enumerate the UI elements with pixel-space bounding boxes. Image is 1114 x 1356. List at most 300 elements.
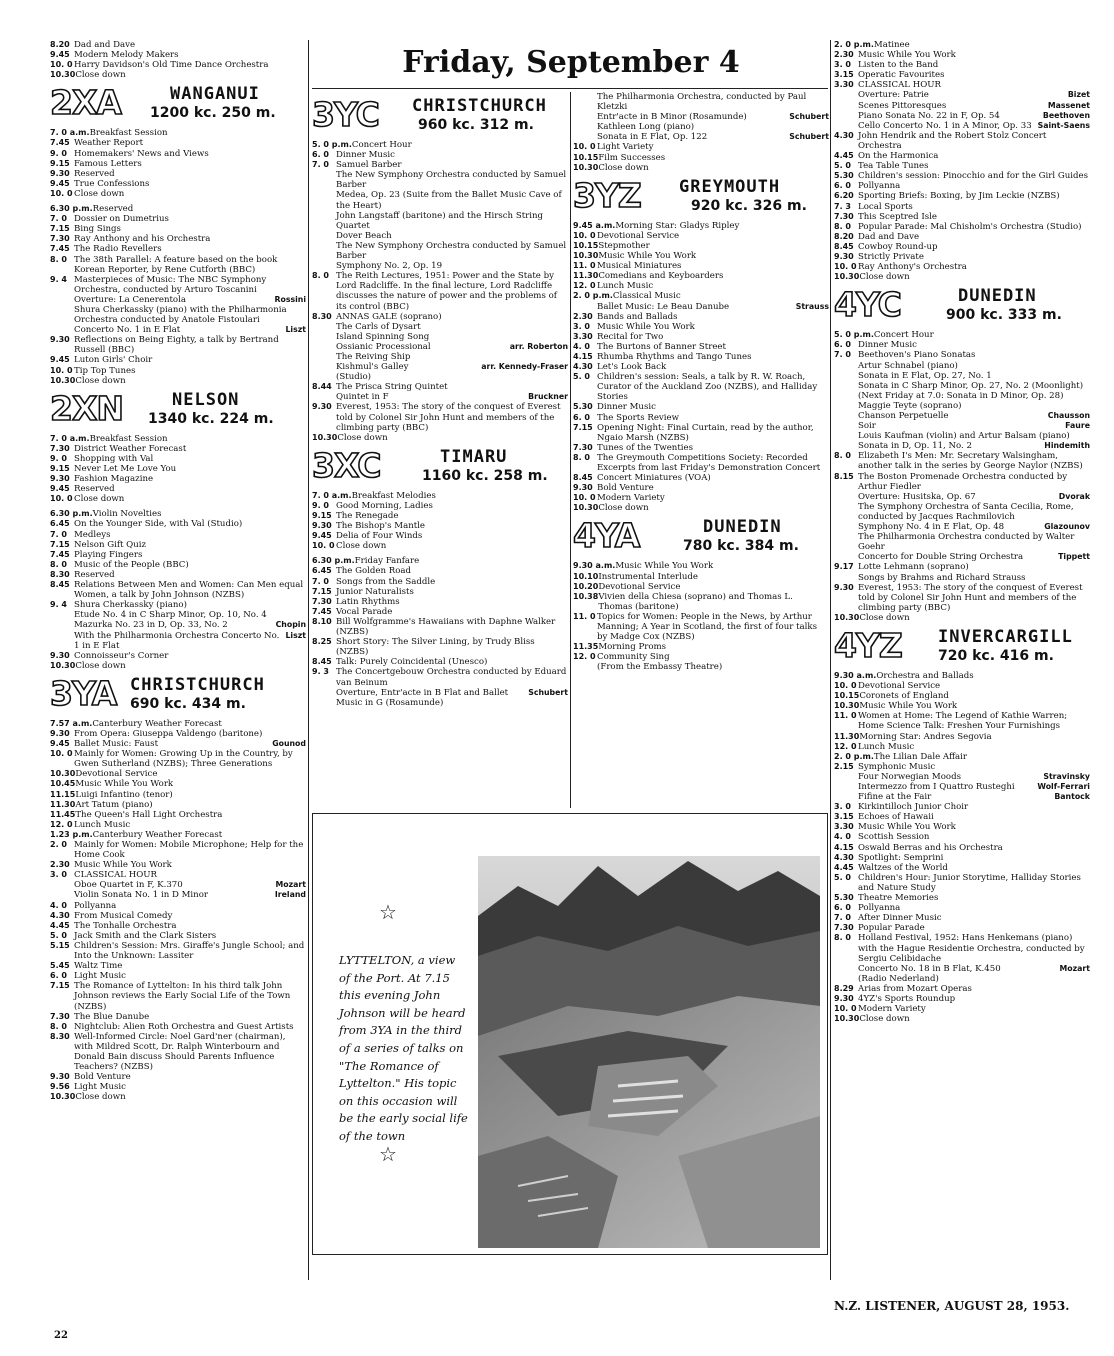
programme-title: The Greymouth Competitions Society: Recorded Excerpts from last Friday's Demonstration Concert	[597, 452, 821, 473]
programme-time	[573, 302, 597, 312]
programme-text	[858, 913, 1090, 923]
programme-title: Music While You Work	[859, 701, 958, 712]
programme-time: 11. 0	[834, 711, 857, 721]
programme-title: The Golden Road	[336, 566, 411, 577]
programme-text	[336, 521, 568, 531]
programme-title: Violin Sonata No. 1 in D Minor	[74, 890, 208, 901]
programme-text	[74, 494, 306, 504]
schedule-row	[50, 631, 306, 651]
schedule	[573, 561, 829, 672]
programme-title: Maggie Teyte (soprano)	[858, 400, 962, 411]
station-call-sign: 3XC	[312, 445, 381, 485]
schedule-row	[834, 802, 1090, 812]
programme-text	[74, 820, 306, 830]
schedule-row	[50, 305, 306, 325]
programme-title: Recital for Two	[597, 331, 664, 342]
column-rule	[570, 92, 571, 808]
schedule-row	[50, 128, 306, 138]
programme-text	[74, 610, 306, 620]
programme-text	[355, 556, 568, 566]
programme-time	[50, 610, 74, 620]
programme-time	[834, 441, 858, 451]
programme-text	[858, 552, 1090, 562]
schedule-row	[834, 472, 1090, 492]
programme-text	[858, 90, 1090, 100]
schedule-row	[834, 812, 1090, 822]
schedule-row	[50, 1012, 306, 1022]
programme-text	[597, 493, 829, 503]
schedule-row	[834, 340, 1090, 350]
programme-text	[858, 822, 1090, 832]
schedule-row	[834, 822, 1090, 832]
programme-title: Bill Wolfgramme's Hawaiians with Daphne Walker (NZBS)	[336, 616, 556, 638]
programme-title: The Blue Danube	[74, 1011, 150, 1022]
schedule-row	[50, 1092, 306, 1102]
programme-text	[858, 1004, 1090, 1014]
programme-text	[74, 159, 306, 169]
programme-text	[74, 540, 306, 550]
column-3	[573, 92, 829, 673]
programme-time: 10.30	[573, 251, 599, 261]
programme-time: 10. 0	[834, 262, 857, 272]
programme-title: Matinee	[873, 40, 910, 50]
schedule-row	[834, 832, 1090, 842]
station-header-2xa	[50, 83, 306, 125]
station-name: GREYMOUTH	[679, 176, 781, 197]
schedule-row	[573, 122, 829, 132]
programme-time	[50, 295, 74, 305]
schedule-row	[834, 222, 1090, 232]
programme-text	[858, 933, 1090, 963]
programme-time: 10. 0	[50, 749, 73, 759]
programme-text	[74, 335, 306, 355]
programme-time: 4.15	[573, 351, 593, 361]
column-1	[50, 40, 306, 1102]
page-banner: Friday, September 4	[402, 45, 740, 80]
schedule-row	[834, 1014, 1090, 1024]
programme-text	[858, 401, 1090, 411]
programme-text	[859, 1014, 1090, 1024]
programme-time: 2.30	[50, 860, 70, 870]
programme-time: 8.44	[312, 382, 332, 392]
programme-text	[74, 366, 306, 376]
programme-text	[74, 1032, 306, 1072]
programme-time: 4.45	[834, 151, 854, 161]
programme-title: Popular Parade	[858, 923, 925, 934]
programme-text	[858, 60, 1090, 70]
schedule-row	[50, 1082, 306, 1092]
programme-title: The Queen's Hall Light Orchestra	[75, 809, 223, 820]
programme-time: 6.30 p.m.	[50, 204, 93, 214]
schedule-row	[834, 522, 1090, 532]
composer-credit: Mozart	[275, 880, 306, 890]
programme-time: 9.56	[50, 1082, 70, 1092]
programme-time	[50, 305, 74, 325]
photo-feature	[312, 813, 828, 1255]
programme-time: 8. 0	[312, 271, 329, 281]
programme-text	[858, 762, 1090, 772]
programme-time: 9.15	[50, 158, 70, 168]
column-rule	[830, 40, 831, 1280]
programme-title: The Burtons of Banner Street	[597, 341, 726, 352]
programme-title: Vivien della Chiesa (soprano) and Thomas L. Thomas (baritone)	[598, 591, 793, 612]
programme-text	[74, 840, 306, 860]
schedule-row	[50, 790, 306, 800]
programme-time: 7. 0 a.m.	[50, 128, 90, 138]
programme-time: 8. 0	[573, 452, 590, 462]
programme-title: The Philharmonia Orchestra conducted by Walter Goehr	[858, 532, 1075, 553]
programme-time: 8. 0	[50, 254, 67, 264]
schedule-row	[312, 587, 568, 597]
programme-time: 7.30	[50, 443, 70, 453]
programme-title: Arias from Mozart Operas	[858, 983, 972, 994]
schedule-row	[834, 873, 1090, 893]
programme-time: 10.30	[50, 375, 76, 385]
programme-title: Orchestra and Ballads	[876, 670, 974, 681]
programme-title: The New Symphony Orchestra conducted by Samuel Barber	[336, 170, 567, 191]
programme-text	[75, 376, 306, 386]
composer-credit: Tippett	[1058, 552, 1090, 562]
aerial-photo-illustration	[478, 856, 820, 1248]
programme-title: Artur Schnabel (piano)	[858, 360, 958, 371]
programme-time: 5. 0 p.m.	[312, 140, 352, 149]
schedule-row	[834, 421, 1090, 431]
programme-title: Close down	[75, 660, 126, 671]
programme-text	[93, 204, 306, 214]
schedule-row	[834, 681, 1090, 691]
schedule-row	[312, 332, 568, 342]
programme-text	[74, 961, 306, 971]
programme-text	[336, 332, 568, 342]
programme-text	[75, 1092, 306, 1102]
programme-title: Modern Melody Makers	[74, 50, 179, 61]
schedule-row	[50, 519, 306, 529]
programme-title: Oswald Berras and his Orchestra	[858, 842, 1003, 853]
programme-title: Women at Home: The Legend of Kathie Warren; Home Science Talk: Freshen Your Furnishings	[858, 711, 1068, 732]
banner-rule	[312, 88, 828, 89]
schedule-row	[50, 580, 306, 600]
programme-time: 11. 0	[573, 611, 596, 621]
programme-time: 7.30	[834, 211, 854, 221]
programme-title: Dinner Music	[597, 402, 656, 413]
programme-text	[597, 332, 829, 342]
programme-time: 7.45	[312, 606, 332, 616]
schedule-row	[312, 392, 568, 402]
composer-credit: Stravinsky	[1043, 771, 1090, 781]
programme-time: 10.15	[834, 691, 860, 701]
schedule-row	[312, 140, 568, 150]
programme-title: Modern Variety	[597, 493, 665, 504]
programme-text	[74, 631, 306, 651]
schedule-row	[50, 60, 306, 70]
programme-title: The Carls of Dysart	[336, 321, 421, 332]
programme-time: 3. 0	[834, 802, 851, 812]
programme-text	[74, 244, 306, 254]
programme-text	[858, 802, 1090, 812]
station-frequency: 920 kc. 326 m.	[691, 197, 807, 214]
programme-text	[336, 170, 568, 190]
programme-title: Sonata in E Flat, Op. 27, No. 1	[858, 370, 992, 381]
programme-text	[74, 484, 306, 494]
programme-time	[50, 631, 74, 651]
programme-title: Overture, Entr'acte in B Flat and Ballet Music in G (Rosamunde)	[336, 687, 509, 708]
programme-text	[336, 322, 568, 332]
programme-time: 10.15	[573, 240, 599, 250]
programme-time: 7.30	[50, 234, 70, 244]
programme-time: 10. 0	[50, 494, 73, 504]
station-call-sign: 3YA	[50, 673, 117, 713]
schedule-row	[312, 607, 568, 617]
programme-text	[598, 592, 829, 612]
programme-time: 2.30	[573, 311, 593, 321]
composer-credit: Chausson	[1047, 411, 1090, 420]
programme-title: Symphonic Music	[858, 761, 936, 772]
schedule-row	[50, 870, 306, 880]
schedule	[834, 671, 1090, 1024]
programme-time: 10.30	[312, 432, 338, 442]
composer-credit: Strauss	[795, 301, 829, 311]
column-4	[834, 40, 1090, 1024]
programme-text	[858, 212, 1090, 222]
programme-text	[598, 503, 829, 513]
station-header-3ya	[50, 674, 306, 716]
programme-time: 10. 0	[834, 1004, 857, 1014]
programme-time: 9. 4	[50, 274, 67, 284]
schedule-row	[573, 322, 829, 332]
programme-time	[312, 342, 336, 352]
programme-time: 3.30	[834, 822, 854, 832]
programme-title: Well-Informed Circle: Noel Gard'ner (chairman), with Mildred Scott, Dr. Ralph Winterbourn and Donald Bain discuss Should Parents Influence Teachers? (NZBS)	[74, 1031, 286, 1073]
programme-time: 9.30	[50, 728, 70, 738]
programme-title: From Musical Comedy	[74, 910, 173, 921]
programme-time: 7.30	[834, 923, 854, 933]
schedule-row	[312, 382, 568, 392]
programme-text	[858, 70, 1090, 80]
schedule-row	[312, 372, 568, 382]
schedule-row	[834, 843, 1090, 853]
programme-text	[352, 491, 568, 501]
schedule-row	[834, 90, 1090, 100]
composer-credit: Chopin	[275, 620, 306, 630]
programme-time: 8. 0	[834, 933, 851, 943]
programme-text	[74, 325, 306, 335]
programme-text	[74, 60, 306, 70]
schedule-row	[50, 189, 306, 199]
programme-text	[74, 1072, 306, 1082]
programme-text	[858, 792, 1090, 802]
schedule-row	[573, 362, 829, 372]
programme-text	[859, 613, 1090, 623]
programme-text	[74, 149, 306, 159]
programme-text	[597, 423, 829, 443]
station-call-sign: 4YA	[573, 516, 640, 556]
schedule-row	[834, 181, 1090, 191]
programme-title: Kathleen Long (piano)	[597, 122, 695, 133]
schedule-row	[573, 582, 829, 592]
programme-text	[598, 163, 829, 173]
schedule-row	[834, 562, 1090, 572]
schedule-row	[50, 729, 306, 739]
programme-text	[858, 472, 1090, 492]
programme-text	[75, 70, 306, 80]
schedule-row	[312, 597, 568, 607]
programme-title: Echoes of Hawaii	[858, 812, 934, 823]
schedule-row	[50, 931, 306, 941]
programme-title: Morning Star: Andres Segovia	[859, 731, 992, 742]
programme-time: 10.30	[50, 1092, 76, 1102]
programme-title: Concerto for Double String Orchestra	[858, 552, 1024, 563]
schedule	[312, 140, 568, 443]
schedule-row	[312, 312, 568, 322]
programme-text	[336, 160, 568, 170]
programme-title: Connoisseur's Corner	[74, 650, 169, 661]
programme-title: Theatre Memories	[858, 893, 939, 904]
programme-time: 11.30	[834, 731, 860, 741]
schedule-row	[312, 511, 568, 521]
programme-time	[834, 101, 858, 111]
programme-text	[597, 453, 829, 473]
programme-time	[834, 421, 858, 431]
programme-title: Dossier on Dumetrius	[74, 214, 169, 225]
composer-credit: Liszt	[285, 325, 306, 335]
programme-text	[597, 92, 829, 112]
programme-title: Intermezzo from I Quattro Rusteghi	[858, 782, 1015, 792]
programme-text	[858, 573, 1090, 583]
schedule-row	[50, 255, 306, 275]
composer-credit: Glazounov	[1044, 522, 1090, 532]
programme-title: Children's Session: Mrs. Giraffe's Jungle School; and Into the Unknown: Lassiter	[74, 940, 305, 962]
programme-text	[597, 362, 829, 372]
composer-credit: Schubert	[528, 687, 568, 697]
programme-time: 10. 0	[50, 188, 73, 198]
programme-time: 9.17	[834, 562, 854, 572]
programme-time: 7. 0 a.m.	[50, 433, 90, 443]
schedule-row	[834, 711, 1090, 731]
programme-time	[312, 211, 336, 231]
programme-title: Sonata in E Flat, Op. 122	[597, 132, 708, 143]
programme-title: Light Variety	[597, 142, 654, 153]
programme-time: 4. 0	[834, 832, 851, 842]
programme-time	[312, 231, 336, 241]
schedule-row	[50, 800, 306, 810]
programme-time: 10. 0	[573, 230, 596, 240]
programme-title: Luigi Infantino (tenor)	[75, 789, 173, 800]
schedule-row	[50, 138, 306, 148]
station-frequency: 1200 kc. 250 m.	[150, 105, 276, 122]
programme-title: Local Sports	[858, 201, 913, 212]
programme-time: 3.15	[834, 70, 854, 80]
programme-time: 7.15	[50, 539, 70, 549]
programme-text	[597, 132, 829, 142]
programme-title: ANNAS GALE (soprano)	[336, 311, 442, 322]
programme-time	[834, 431, 858, 441]
station-call-sign: 4YZ	[834, 625, 902, 665]
schedule-row	[50, 820, 306, 830]
programme-text	[74, 729, 306, 739]
schedule-row	[50, 224, 306, 234]
schedule-row	[50, 810, 306, 820]
programme-title: Latin Rhythms	[336, 596, 400, 607]
programme-text	[858, 984, 1090, 994]
schedule-row	[312, 271, 568, 311]
programme-time: 7. 0	[834, 913, 851, 923]
programme-time: 12. 0	[50, 819, 73, 829]
programme-time: 9.30	[50, 1072, 70, 1082]
schedule-row	[312, 190, 568, 210]
programme-time: 9. 3	[312, 667, 329, 677]
schedule-row	[573, 662, 829, 672]
programme-time	[50, 880, 74, 890]
station-call-sign: 3YC	[312, 95, 379, 134]
schedule-row	[50, 860, 306, 870]
programme-title: District Weather Forecast	[74, 443, 187, 454]
schedule-row	[50, 530, 306, 540]
programme-text	[74, 971, 306, 981]
schedule-row	[834, 80, 1090, 90]
programme-title: With the Philharmonia Orchestra Concerto No. 1 in E Flat	[74, 630, 280, 651]
schedule-row	[834, 431, 1090, 441]
programme-title: Mazurka No. 23 in D, Op. 33, No. 2	[74, 620, 228, 631]
programme-text	[858, 381, 1090, 391]
programme-time: 2. 0 p.m.	[834, 40, 874, 49]
programme-text	[336, 352, 568, 362]
programme-text	[597, 112, 829, 122]
programme-title: The Sports Review	[597, 412, 679, 423]
programme-title: Ray Anthony's Orchestra	[858, 262, 967, 273]
programme-title: The Boston Promenade Orchestra conducted by Arthur Fiedler	[858, 471, 1068, 492]
programme-time	[834, 90, 858, 100]
programme-time: 10.30	[50, 769, 76, 779]
programme-time: 7. 0	[312, 576, 329, 586]
programme-text	[74, 901, 306, 911]
programme-time	[834, 401, 858, 411]
programme-time: 9.30	[834, 251, 854, 261]
programme-title: Strictly Private	[858, 251, 924, 262]
composer-credit: Rossini	[274, 294, 306, 304]
programme-title: Canterbury Weather Forecast	[92, 718, 222, 729]
schedule-row	[50, 484, 306, 494]
schedule-row	[834, 111, 1090, 121]
programme-time: 10. 0	[573, 142, 596, 152]
schedule-row	[573, 153, 829, 163]
programme-text	[858, 361, 1090, 371]
programme-text	[858, 121, 1090, 131]
programme-title: Stepmother	[598, 240, 650, 251]
schedule-row	[50, 1072, 306, 1082]
programme-text	[336, 657, 568, 667]
programme-title: Bing Sings	[74, 224, 121, 235]
programme-text	[74, 651, 306, 661]
station-header-4yc	[834, 285, 1090, 327]
programme-title: Music While You Work	[858, 822, 956, 833]
programme-text	[74, 519, 306, 529]
programme-title: Kishmul's Galley	[336, 362, 409, 373]
programme-title: Close down	[859, 1014, 910, 1025]
programme-title: Popular Parade: Mal Chisholm's Orchestra (Studio)	[858, 221, 1082, 232]
programme-title: Shopping with Val	[74, 453, 154, 464]
programme-time: 7.15	[50, 981, 70, 991]
programme-text	[336, 362, 568, 372]
programme-title: Cowboy Round-up	[858, 241, 938, 252]
programme-text	[74, 749, 306, 769]
programme-time: 7.15	[50, 224, 70, 234]
programme-text	[858, 340, 1090, 350]
schedule-row	[312, 637, 568, 657]
programme-title: The Lilian Dale Affair	[873, 751, 968, 762]
programme-text	[597, 413, 829, 423]
programme-title: Never Let Me Love You	[74, 464, 177, 474]
schedule-row	[50, 275, 306, 295]
